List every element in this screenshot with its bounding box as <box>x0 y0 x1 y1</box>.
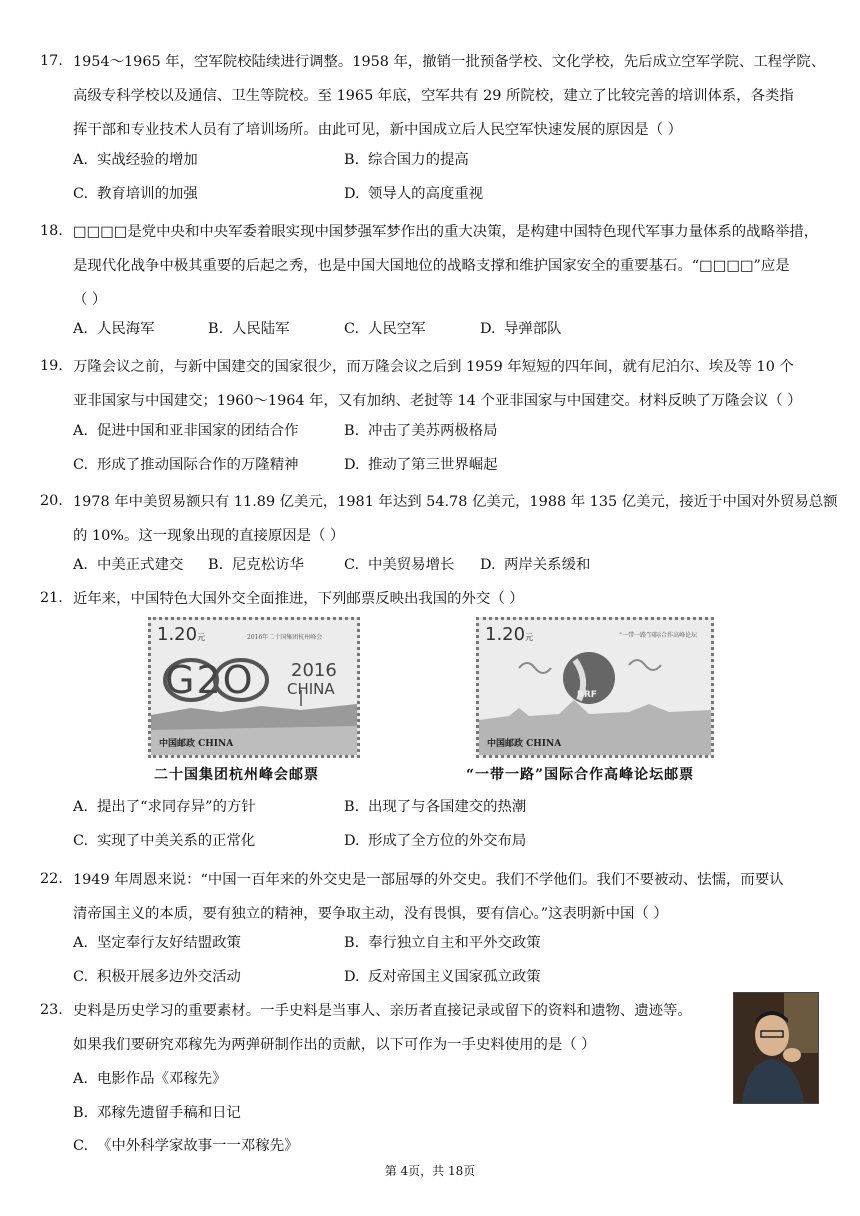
option-c <box>344 555 454 575</box>
option-text: 形成了全方位的外交布局 <box>368 833 527 849</box>
option-text: 提出了“求同存异”的方针 <box>97 799 256 815</box>
option-label: A. <box>73 152 88 168</box>
stem-line: 史料是历史学习的重要素材。一手史料是当事人、亲历者直接记录或留下的资料和遗物、遗迹等。 <box>73 1003 692 1019</box>
option-a <box>73 319 155 339</box>
option-label: C. <box>73 186 89 202</box>
stamp-postal-mark: 中国邮政 CHINA <box>487 739 562 749</box>
question-number: 19. <box>40 358 63 374</box>
option-c <box>73 455 298 475</box>
stamp-postal-mark: 中国邮政 CHINA <box>159 739 234 749</box>
option-text: 综合国力的提高 <box>368 152 469 168</box>
option-label: C. <box>344 557 360 573</box>
option-d <box>344 967 541 987</box>
option-label: D. <box>480 321 496 337</box>
stem-line: 如果我们要研究邓稼先为两弹研制作出的贡献，以下可作为一手史料使用的是（ ） <box>73 1037 596 1053</box>
stem-line: （ ） <box>73 292 107 308</box>
option-label: D. <box>344 457 360 473</box>
option-b <box>208 319 290 339</box>
stamp-value-unit: 元 <box>525 633 534 642</box>
option-b <box>73 1103 241 1123</box>
question-stem <box>73 994 692 1062</box>
option-text: 两岸关系缓和 <box>504 557 591 573</box>
option-label: B. <box>344 423 360 439</box>
stem-line: 亚非国家与中国建交；1960～1964 年，又有加纳、老挝等 14 个亚非国家与中国建交。材料反映了万隆会议（ ） <box>73 393 802 409</box>
stamp-year: 2016 <box>291 660 337 681</box>
stamp-top-text: 2016年二十国集团杭州峰会 <box>247 634 323 641</box>
option-a <box>73 1069 227 1089</box>
option-label: D. <box>480 557 496 573</box>
person-hand <box>783 1048 801 1062</box>
question-stem <box>73 350 802 418</box>
question-stem <box>73 45 825 147</box>
question-number: 21. <box>40 590 63 606</box>
stamp-value-number: 1.20 <box>157 624 198 645</box>
stamp-country: CHINA <box>287 680 335 698</box>
option-text: 领导人的高度重视 <box>368 186 484 202</box>
option-label: C. <box>344 321 360 337</box>
option-text: 反对帝国主义国家孤立政策 <box>368 969 541 985</box>
question-number: 17. <box>40 53 63 69</box>
stem-line: □□□□是党中央和中央军委着眼实现中国梦强军梦作出的重大决策，是构建中国特色现代军事力量体系的战略举措， <box>73 224 819 240</box>
option-text: 尼克松访华 <box>232 557 304 573</box>
option-text: 中美正式建交 <box>97 557 184 573</box>
option-label: C. <box>73 833 89 849</box>
brf-logo-text: BRF <box>577 690 597 700</box>
option-c <box>73 184 198 204</box>
question-number: 20. <box>40 493 63 509</box>
stem-line: 清帝国主义的本质，要有独立的精神，要争取主动，没有畏惧，要有信心。”这表明新中国（ ） <box>73 906 668 922</box>
stem-line: 是现代化战争中极其重要的后起之秀，也是中国大国地位的战略支撑和维护国家安全的重要基石。“□□□□”应是 <box>73 258 790 274</box>
g20-stamp-caption: 二十国集团杭州峰会邮票 <box>154 767 319 783</box>
option-b <box>208 555 304 575</box>
question-stem <box>73 582 524 616</box>
option-c <box>73 831 255 851</box>
option-label: A. <box>73 423 88 439</box>
stem-line: 高级专科学校以及通信、卫生等院校。至 1965 年底，空军共有 29 所院校，建立了比较完善的培训体系，各类指 <box>73 88 794 104</box>
option-label: D. <box>344 969 360 985</box>
option-text: 形成了推动国际合作的万隆精神 <box>97 457 299 473</box>
option-a <box>73 555 183 575</box>
option-label: A. <box>73 935 88 951</box>
option-text: 邓稼先遗留手稿和日记 <box>97 1105 241 1121</box>
option-text: 教育培训的加强 <box>97 186 198 202</box>
option-b <box>344 933 541 953</box>
option-text: 奉行独立自主和平外交政策 <box>368 935 541 951</box>
question-stem <box>73 485 838 553</box>
option-text: 人民陆军 <box>232 321 290 337</box>
stem-line: 万隆会议之前，与新中国建交的国家很少，而万隆会议之后到 1959 年短短的四年间，就有尼泊尔、埃及等 10 个 <box>73 359 794 375</box>
option-a <box>73 933 241 953</box>
stamp-top-text: “一带一路”国际合作高峰论坛 <box>619 632 698 639</box>
option-c <box>344 319 426 339</box>
person-face <box>755 1014 789 1056</box>
stamp-value <box>485 624 533 645</box>
option-text: 积极开展多边外交活动 <box>97 969 241 985</box>
option-b <box>344 421 498 441</box>
option-label: D. <box>344 833 360 849</box>
option-text: 出现了与各国建交的热潮 <box>368 799 527 815</box>
portrait-artwork <box>734 993 818 1103</box>
stem-line: 近年来，中国特色大国外交全面推进，下列邮票反映出我国的外交（ ） <box>73 591 524 607</box>
option-label: B. <box>73 1105 89 1121</box>
option-text: 《中外科学家故事一一邓稼先》 <box>97 1138 299 1154</box>
option-text: 人民海军 <box>97 321 155 337</box>
option-d <box>480 319 562 339</box>
option-a <box>73 797 256 817</box>
stamp-value-number: 1.20 <box>485 624 526 645</box>
question-stem <box>73 863 784 931</box>
option-label: B. <box>344 152 360 168</box>
stamp-value-unit: 元 <box>197 633 206 642</box>
brf-stamp-caption: “一带一路”国际合作高峰论坛邮票 <box>466 767 695 783</box>
question-number: 22. <box>40 871 63 887</box>
option-label: C. <box>73 457 89 473</box>
g20-stamp-image <box>148 617 360 758</box>
stem-line: 1978 年中美贸易额只有 11.89 亿美元，1981 年达到 54.78 亿美元，1988 年 135 亿美元，接近于中国对外贸易总额 <box>73 494 838 510</box>
option-text: 促进中国和亚非国家的团结合作 <box>97 423 299 439</box>
option-label: A. <box>73 799 88 815</box>
option-label: C. <box>73 1138 89 1154</box>
stem-line: 1954～1965 年，空军院校陆续进行调整。1958 年，撤销一批预备学校、文化学校，先后成立空军学院、工程学院、 <box>73 54 826 70</box>
option-a <box>73 150 198 170</box>
option-d <box>344 184 483 204</box>
option-text: 实战经验的增加 <box>97 152 198 168</box>
brf-stamp-image <box>476 617 714 758</box>
option-d <box>344 831 526 851</box>
option-label: B. <box>344 935 360 951</box>
option-text: 导弹部队 <box>504 321 562 337</box>
question-number: 23. <box>40 1002 63 1018</box>
option-text: 推动了第三世界崛起 <box>368 457 498 473</box>
option-text: 实现了中美关系的正常化 <box>97 833 256 849</box>
option-label: B. <box>344 799 360 815</box>
option-c <box>73 967 241 987</box>
stem-line: 1949 年周恩来说：“中国一百年来的外交史是一部屈辱的外交史。我们不学他们。我们不要被动、怯懦，而要认 <box>73 872 784 888</box>
stem-line: 的 10%。这一现象出现的直接原因是（ ） <box>73 528 345 544</box>
question-number: 18. <box>40 223 63 239</box>
option-a <box>73 421 298 441</box>
option-label: A. <box>73 321 88 337</box>
option-label: B. <box>208 321 224 337</box>
option-text: 坚定奉行友好结盟政策 <box>97 935 241 951</box>
option-label: A. <box>73 1071 88 1087</box>
option-text: 冲击了美苏两极格局 <box>368 423 498 439</box>
option-d <box>344 455 498 475</box>
option-text: 电影作品《邓稼先》 <box>97 1071 227 1087</box>
option-d <box>480 555 590 575</box>
option-label: A. <box>73 557 88 573</box>
page-footer: 第 4页，共 18页 <box>384 1164 476 1178</box>
option-b <box>344 797 526 817</box>
stem-line: 挥干部和专业技术人员有了培训场所。由此可见，新中国成立后人民空军快速发展的原因是（ ） <box>73 122 682 138</box>
option-label: C. <box>73 969 89 985</box>
photo-bookshelf <box>784 993 818 1053</box>
option-label: B. <box>208 557 224 573</box>
option-label: D. <box>344 186 360 202</box>
question-stem <box>73 215 818 317</box>
portrait-photo <box>733 992 819 1104</box>
stamp-value <box>157 624 205 645</box>
option-c <box>73 1136 298 1156</box>
option-text: 中美贸易增长 <box>368 557 455 573</box>
g20-logo: G2O <box>165 658 255 702</box>
option-b <box>344 150 469 170</box>
option-text: 人民空军 <box>368 321 426 337</box>
